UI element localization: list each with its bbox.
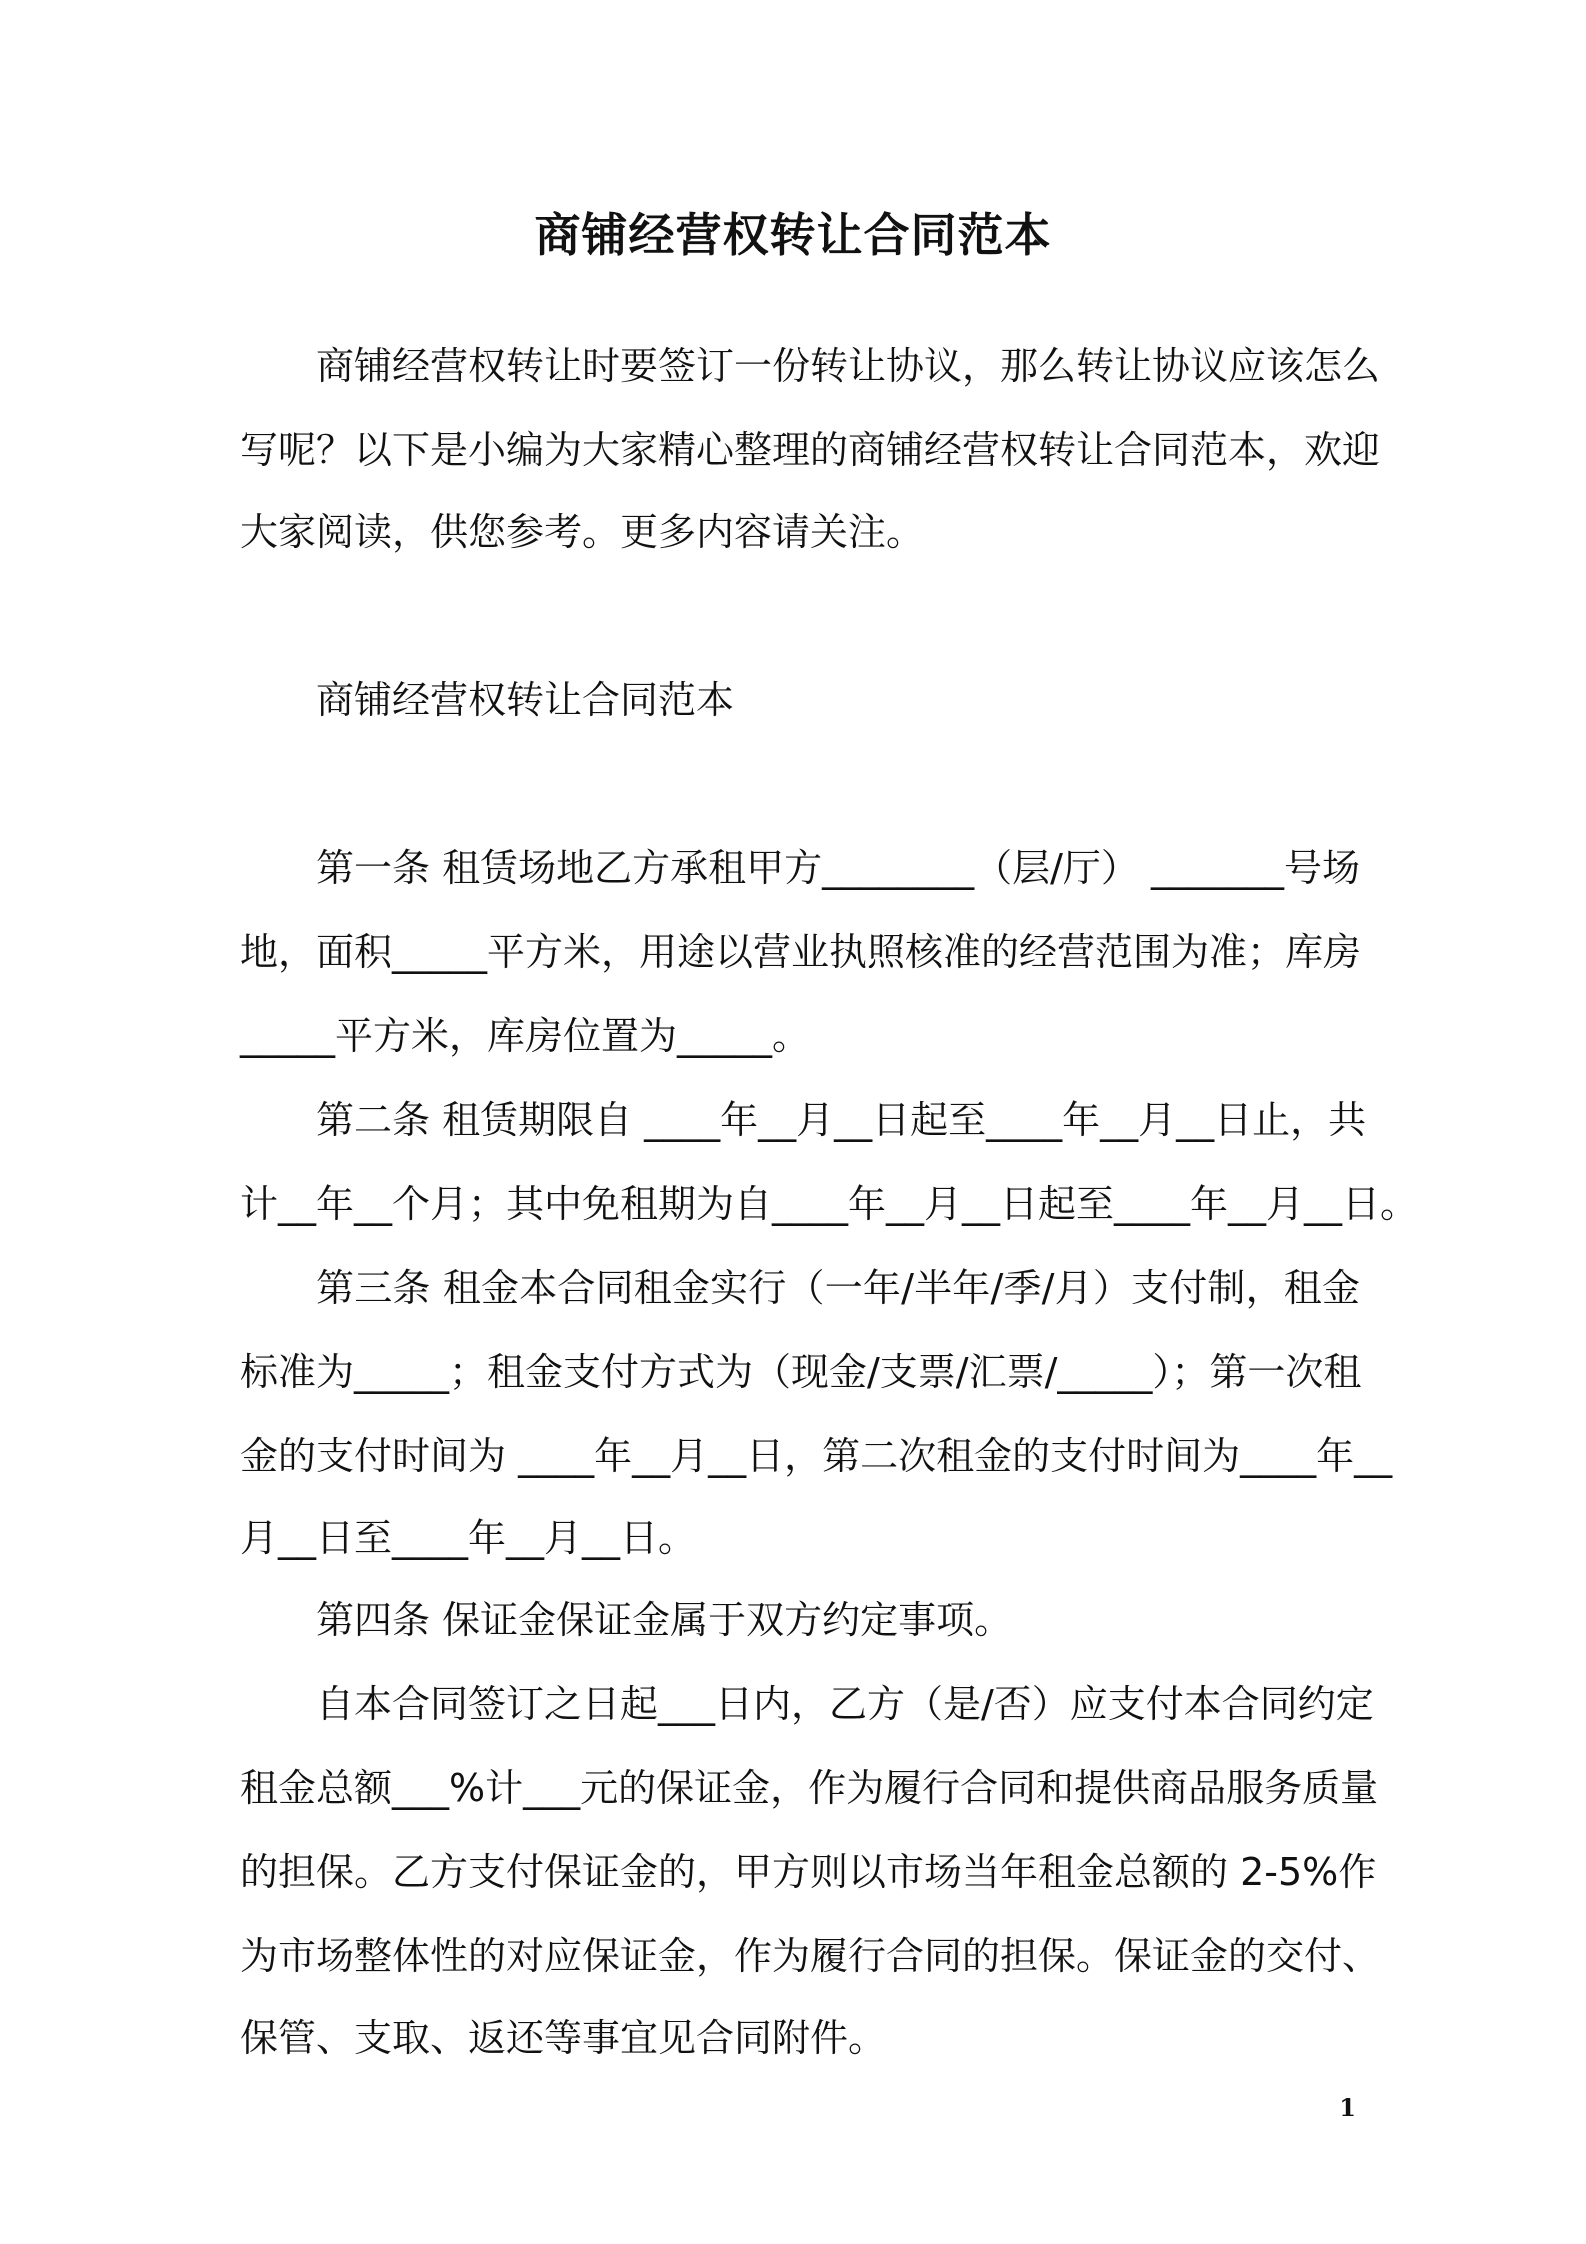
article-4-detail-line-3: 的担保。乙方支付保证金的，甲方则以市场当年租金总额的 2-5%作: [240, 1850, 1377, 1894]
article-2-line-2: 计__年__个月；其中免租期为自____年__月__日起至____年__月__日。: [240, 1182, 1419, 1226]
article-4-detail-line-5: 保管、支取、返还等事宜见合同附件。: [240, 2016, 887, 2060]
intro-line-1: 商铺经营权转让时要签订一份转让协议，那么转让协议应该怎么: [316, 344, 1381, 388]
article-4-detail-line-2: 租金总额___%计___元的保证金，作为履行合同和提供商品服务质量: [240, 1766, 1379, 1810]
page-number: 1: [1339, 2093, 1356, 2122]
intro-line-2: 写呢？以下是小编为大家精心整理的商铺经营权转让合同范本，欢迎: [240, 428, 1381, 472]
article-1-line-1: 第一条 租赁场地乙方承租甲方________（层/厅） _______号场: [316, 846, 1360, 890]
article-3-line-4: 月__日至____年__月__日。: [240, 1516, 697, 1560]
article-4-detail-line-1: 自本合同签订之日起___日内，乙方（是/否）应支付本合同约定: [316, 1682, 1374, 1726]
article-4-line-1: 第四条 保证金保证金属于双方约定事项。: [316, 1598, 1013, 1642]
article-2-line-1: 第二条 租赁期限自 ____年__月__日起至____年__月__日止，共: [316, 1098, 1367, 1142]
article-3-line-3: 金的支付时间为 ____年__月__日，第二次租金的支付时间为____年__: [240, 1434, 1393, 1478]
document-title: 商铺经营权转让合同范本: [534, 208, 1052, 262]
article-4-detail-line-4: 为市场整体性的对应保证金，作为履行合同的担保。保证金的交付、: [240, 1934, 1381, 1978]
article-1-line-2: 地，面积_____平方米，用途以营业执照核准的经营范围为准；库房: [240, 930, 1362, 974]
intro-line-3: 大家阅读，供您参考。更多内容请关注。: [240, 510, 925, 554]
article-3-line-1: 第三条 租金本合同租金实行（一年/半年/季/月）支付制，租金: [316, 1266, 1360, 1310]
contract-subtitle: 商铺经营权转让合同范本: [316, 678, 735, 722]
article-1-line-3: _____平方米，库房位置为_____。: [240, 1014, 811, 1058]
article-3-line-2: 标准为_____；租金支付方式为（现金/支票/汇票/_____）；第一次租: [240, 1350, 1362, 1394]
